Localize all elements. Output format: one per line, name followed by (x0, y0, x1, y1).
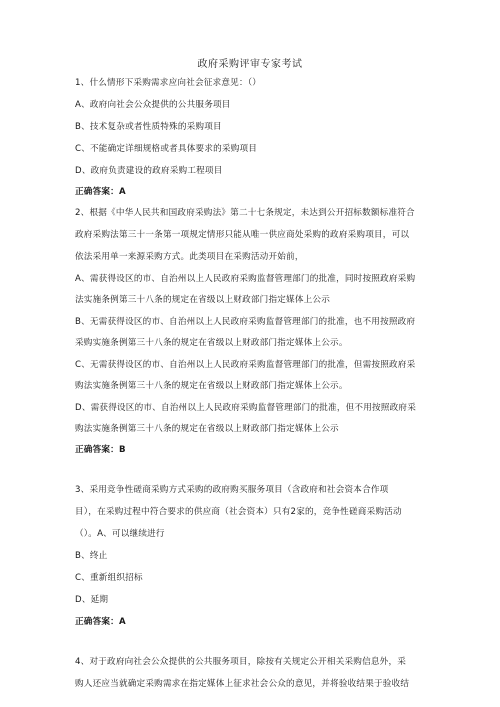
question-1-answer: 正确答案：A (75, 187, 126, 197)
question-3-answer: 正确答案：A (75, 617, 126, 627)
question-2-answer: 正确答案：B (75, 445, 126, 455)
question-1-option-d: D、政府负责建设的政府采购工程项目 (75, 166, 223, 176)
question-4-stem-line-1: 4、对于政府向社会公众提供的公共服务项目，除按有关规定公开相关采购信息外，采 (75, 657, 407, 667)
question-2-stem-line-3: 依法采用单一来源采购方式。此类项目在采购活动开始前， (75, 252, 304, 262)
question-2-option-c-line-2: 购法实施条例第三十八条的规定在省级以上财政部门指定媒体上公示。 (75, 381, 348, 391)
question-3-stem-line-1: 3、采用竞争性磋商采购方式采购的政府购买服务项目（含政府和社会资本合作项 (75, 485, 389, 495)
question-3-option-d: D、延期 (75, 595, 109, 605)
question-1-option-a: A、政府向社会公众提供的公共服务项目 (75, 100, 231, 110)
question-2-option-b-line-2: 采购实施条例第三十八条的规定在省级以上财政部门指定媒体上公示。 (75, 338, 348, 348)
question-2-stem-line-2: 政府采购法第三十一条第一项规定情形只能从唯一供应商处采购的政府采购项目，可以 (75, 230, 410, 240)
question-2-option-a-line-2: 法实施条例第三十八条的规定在省级以上财政部门指定媒体上公示 (75, 295, 331, 305)
question-2-option-b-line-1: B、无需获得设区的市、自治州以上人民政府采购监督管理部门的批准，也不用按照政府 (75, 317, 416, 327)
question-2-option-a-line-1: A、需获得设区的市、自治州以上人民政府采购监督管理部门的批准，同时按照政府采购 (75, 274, 416, 284)
question-4-stem-line-2: 购人还应当就确定采购需求在指定媒体上征求社会公众的意见，并将验收结果于验收结 (75, 679, 410, 689)
question-1-option-b: B、技术复杂或者性质特殊的采购项目 (75, 122, 222, 132)
question-3-stem-line-3: （）。A、可以继续进行 (75, 529, 165, 539)
question-2-option-d-line-2: 购法实施条例第三十八条的规定在省级以上财政部门指定媒体上公示 (75, 424, 339, 434)
question-2-option-c-line-1: C、无需获得设区的市、自治州以上人民政府采购监督管理部门的批准，但需按照政府采 (75, 360, 416, 370)
question-1-option-c: C、不能确定详细规格或者具体要求的采购项目 (75, 144, 258, 154)
question-2-stem-line-1: 2、根据《中华人民共和国政府采购法》第二十七条规定，未达到公开招标数额标准符合 (75, 208, 415, 218)
question-3-option-b: B、终止 (75, 551, 108, 561)
question-1-stem: 1、什么情形下采购需求应向社会征求意见：（） (75, 78, 262, 88)
question-3-option-c: C、重新组织招标 (75, 573, 143, 583)
question-2-option-d-line-1: D、需获得设区的市、自治州以上人民政府采购监督管理部门的批准，但不用按照政府采 (75, 403, 416, 413)
question-3-stem-line-2: 目），在采购过程中符合要求的供应商（社会资本）只有2家的，竞争性磋商采购活动 (75, 507, 402, 517)
document-title: 政府采购评审专家考试 (197, 59, 303, 70)
